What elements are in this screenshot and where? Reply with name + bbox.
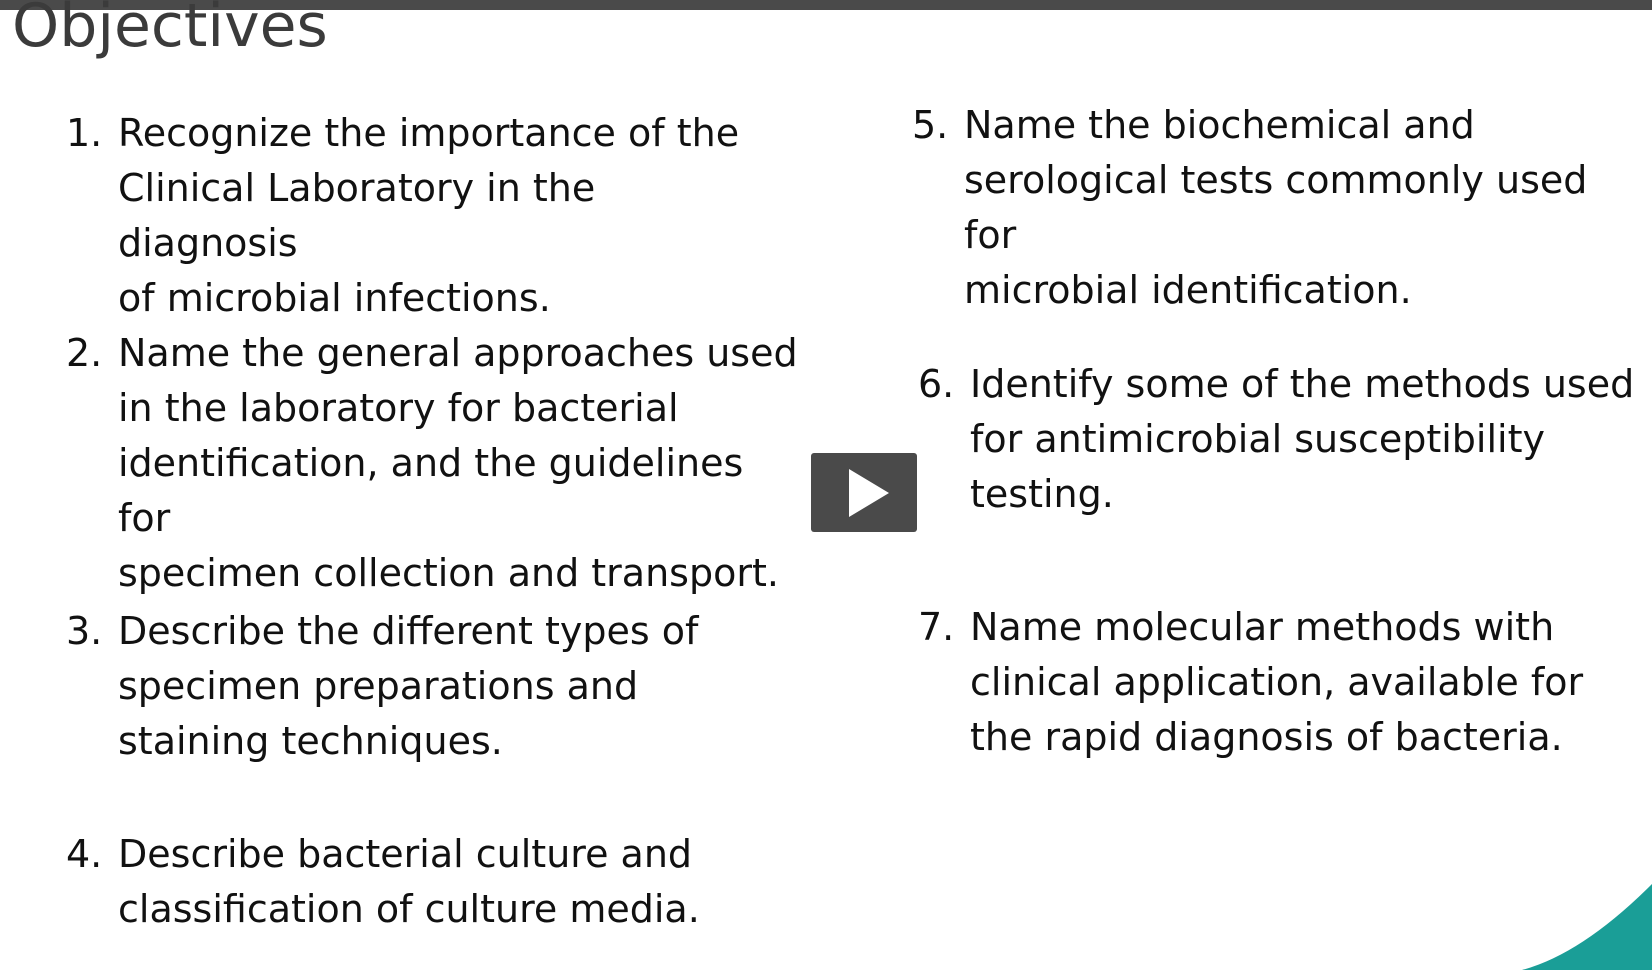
corner-wave-shape — [1522, 884, 1652, 970]
objective-line: Describe the different types of — [118, 609, 699, 653]
objective-line: in the laboratory for bacterial — [118, 386, 679, 430]
objective-line: the rapid diagnosis of bacteria. — [970, 715, 1563, 759]
objective-text — [118, 604, 698, 769]
objective-line: serological tests commonly used for — [964, 158, 1588, 257]
objective-number: 4. — [66, 832, 103, 876]
objective-line: Recognize the importance of the — [118, 111, 740, 155]
objective-item-7 — [918, 600, 1638, 765]
objective-line: microbial identification. — [964, 268, 1412, 312]
objective-item-2 — [66, 326, 806, 601]
objective-line: identification, and the guidelines for — [118, 441, 744, 540]
objective-line: Name the biochemical and — [964, 103, 1475, 147]
objective-number: 7. — [918, 605, 955, 649]
objective-text — [964, 98, 1632, 318]
play-button[interactable] — [811, 453, 917, 532]
objective-text — [970, 600, 1583, 765]
objective-text — [118, 326, 806, 601]
objective-line: Identify some of the methods used — [970, 362, 1635, 406]
objective-number: 1. — [66, 111, 103, 155]
objective-item-5 — [912, 98, 1632, 318]
objective-text — [118, 106, 786, 326]
objective-number: 3. — [66, 609, 103, 653]
objective-item-4 — [66, 827, 786, 937]
objective-line: Name the general approaches used — [118, 331, 798, 375]
corner-decoration — [1522, 884, 1652, 970]
objective-text — [118, 827, 700, 937]
objective-number: 2. — [66, 331, 103, 375]
slide-title: Objectives — [12, 0, 328, 61]
objective-line: Describe bacterial culture and — [118, 832, 693, 876]
objective-item-3 — [66, 604, 786, 769]
objective-text — [970, 357, 1634, 522]
objective-number: 6. — [918, 362, 955, 406]
objective-item-1 — [66, 106, 786, 326]
objective-line: specimen collection and transport. — [118, 551, 779, 595]
objective-number: 5. — [912, 103, 949, 147]
objective-line: clinical application, available for — [970, 660, 1584, 704]
objective-line: specimen preparations and — [118, 664, 639, 708]
objective-line: of microbial infections. — [118, 276, 551, 320]
objective-line: Clinical Laboratory in the diagnosis — [118, 166, 596, 265]
objective-line: classification of culture media. — [118, 887, 700, 931]
objective-item-6 — [918, 357, 1638, 522]
objective-line: for antimicrobial susceptibility — [970, 417, 1545, 461]
objective-line: Name molecular methods with — [970, 605, 1555, 649]
objective-line: staining techniques. — [118, 719, 503, 763]
play-icon — [849, 469, 889, 517]
objective-line: testing. — [970, 472, 1114, 516]
